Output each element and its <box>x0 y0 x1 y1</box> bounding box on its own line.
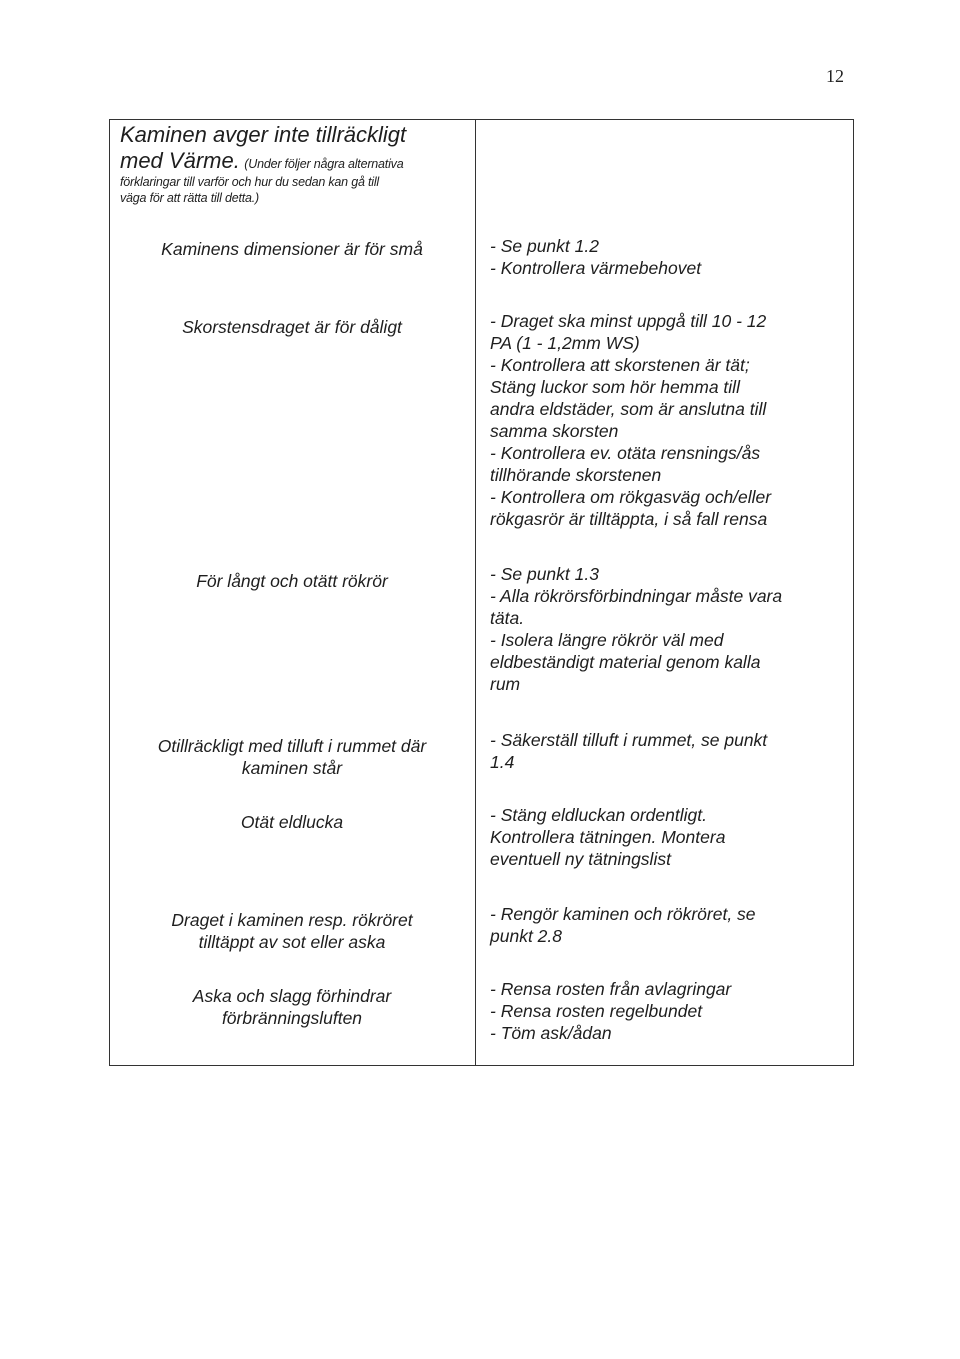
cause-cell <box>112 238 472 260</box>
heading-title-line-1: Kaminen avger inte tillräckligt <box>120 122 407 147</box>
column-divider <box>475 119 476 1066</box>
cause-text: tilltäppt av sot eller aska <box>198 932 386 952</box>
heading-title-line-2: med Värme. <box>120 148 240 173</box>
remedy-text: - Kontrollera om rökgasväg och/eller <box>490 487 772 507</box>
cause-cell <box>112 811 472 833</box>
remedy-text: - Rensa rosten från avlagringar <box>490 979 732 999</box>
remedy-text: 1.4 <box>490 752 515 772</box>
cause-cell <box>112 735 472 779</box>
remedy-text: punkt 2.8 <box>490 926 562 946</box>
remedy-cell <box>490 903 848 947</box>
cause-cell <box>112 316 472 338</box>
remedy-cell <box>490 978 848 1044</box>
cause-cell <box>112 570 472 592</box>
remedy-text: - Säkerställ tilluft i rummet, se punkt <box>490 730 768 750</box>
heading-note-line-2: förklaringar till varför och hur du sedan kan gå till <box>120 175 379 189</box>
remedy-text: Kontrollera tätningen. Montera <box>490 827 726 847</box>
remedy-text: rum <box>490 674 521 694</box>
cause-text: kaminen står <box>241 758 343 778</box>
page-number: 12 <box>826 66 844 86</box>
heading-note-line-1: (Under följer några alternativa <box>244 157 404 171</box>
remedy-text: PA (1 - 1,2mm WS) <box>490 333 640 353</box>
remedy-text: - Isolera längre rökrör väl med <box>490 630 724 650</box>
remedy-text: - Alla rökrörsförbindningar måste vara <box>490 586 783 606</box>
remedy-text: - Se punkt 1.2 <box>490 236 599 256</box>
remedy-text: rökgasrör är tilltäppta, i så fall rensa <box>490 509 768 529</box>
heading-note-line-3: väga för att rätta till detta.) <box>120 191 260 205</box>
remedy-text: - Kontrollera värmebehovet <box>490 258 702 278</box>
cause-cell <box>112 909 472 953</box>
cause-text: Otät eldlucka <box>240 812 344 832</box>
remedy-text: samma skorsten <box>490 421 619 441</box>
remedy-text: eventuell ny tätningslist <box>490 849 671 869</box>
cause-text: förbränningsluften <box>221 1008 363 1028</box>
remedy-text: Stäng luckor som hör hemma till <box>490 377 740 397</box>
table-heading <box>120 122 465 206</box>
cause-text: Otillräckligt med tilluft i rummet där <box>157 736 427 756</box>
cause-text: Skorstensdraget är för dåligt <box>182 317 402 337</box>
remedy-cell <box>490 804 848 870</box>
remedy-text: tillhörande skorstenen <box>490 465 662 485</box>
remedy-cell <box>490 310 848 530</box>
remedy-cell <box>490 235 848 279</box>
remedy-text: täta. <box>490 608 525 628</box>
cause-cell <box>112 985 472 1029</box>
remedy-text: andra eldstäder, som är anslutna till <box>490 399 767 419</box>
remedy-text: - Kontrollera ev. otäta rensnings/ås <box>490 443 761 463</box>
remedy-text: - Rensa rosten regelbundet <box>490 1001 703 1021</box>
remedy-text: - Se punkt 1.3 <box>490 564 599 584</box>
remedy-text: - Stäng eldluckan ordentligt. <box>490 805 707 825</box>
remedy-cell <box>490 563 848 695</box>
cause-text: För långt och otätt rökrör <box>196 571 388 591</box>
remedy-text: - Rengör kaminen och rökröret, se <box>490 904 756 924</box>
remedy-text: - Kontrollera att skorstenen är tät; <box>490 355 750 375</box>
remedy-text: - Draget ska minst uppgå till 10 - 12 <box>490 311 767 331</box>
remedy-text: - Töm ask/ådan <box>490 1023 612 1043</box>
remedy-text: eldbeständigt material genom kalla <box>490 652 761 672</box>
remedy-cell <box>490 729 848 773</box>
cause-text: Aska och slagg förhindrar <box>192 986 392 1006</box>
cause-text: Kaminens dimensioner är för små <box>161 239 423 259</box>
cause-text: Draget i kaminen resp. rökröret <box>171 910 413 930</box>
